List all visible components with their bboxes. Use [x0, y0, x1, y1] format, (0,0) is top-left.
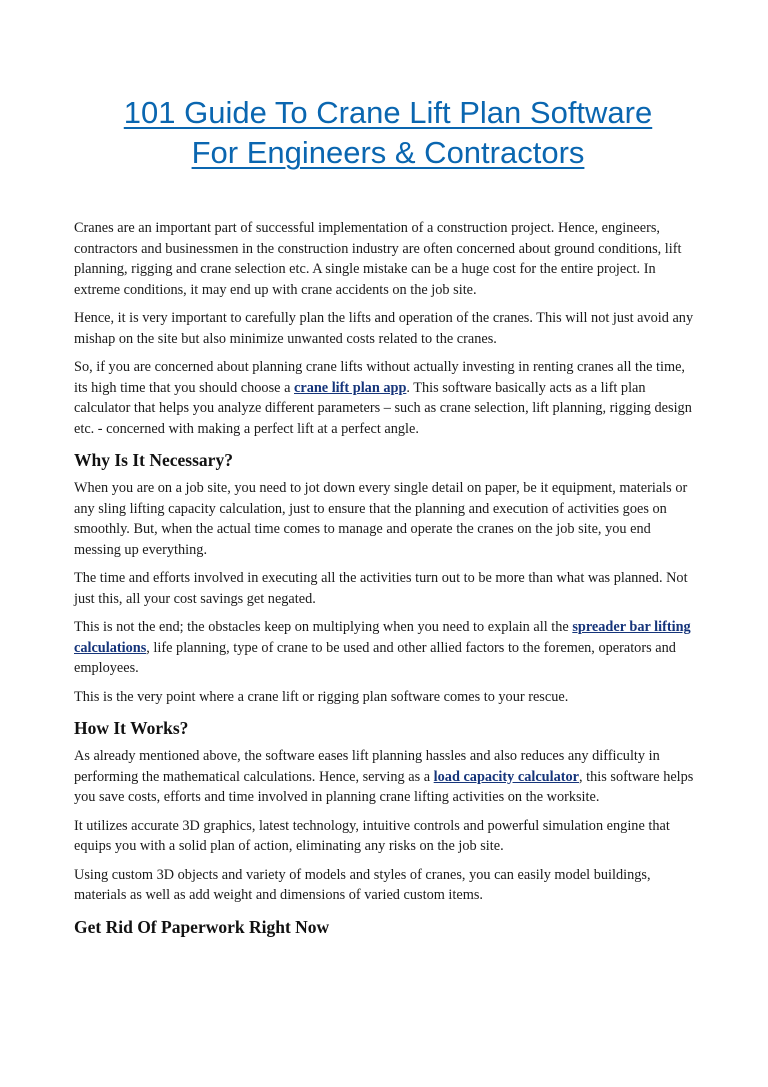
- intro-paragraph-1: Cranes are an important part of successful implementation of a construction project. Hence, engineers, contractors and businessmen in the construction industry are often concerned about ground conditions, lift planning, rigging and crane selection etc. A single mistake can be a huge cost for the entire project. In extreme conditions, it may end up with crane accidents on the job site.: [74, 220, 682, 298]
- intro-paragraph-3-text-a: So, if you are concerned about planning crane lifts without actually investing in renting cranes all the time, its high time that you should choose a: [74, 359, 686, 396]
- intro-paragraph-3-text-b: . This software basically acts as a lift plan calculator that helps you analyze different parameters – such as crane selection, lift planning, rigging design etc. - concerned with making a perfect lift at a perfect angle.: [74, 379, 692, 437]
- crane-lift-plan-app-link[interactable]: crane lift plan app: [294, 379, 407, 396]
- how-paragraph-1-text-a: As already mentioned above, the software eases lift planning hassles and also reduces any difficulty in performing the mathematical calculations. Hence, serving as a: [74, 748, 660, 785]
- why-paragraph-3-text-a: This is not the end; the obstacles keep on multiplying when you need to explain all the: [74, 619, 573, 635]
- how-paragraph-2: It utilizes accurate 3D graphics, latest technology, intuitive controls and powerful simulation engine that equips you with a solid plan of action, eliminating any risks on the job site.: [74, 817, 670, 854]
- intro-paragraph-2: Hence, it is very important to carefully plan the lifts and operation of the cranes. This will not just avoid any mishap on the site but also minimize unwanted costs related to the cranes.: [74, 310, 694, 347]
- how-paragraph-1: [74, 746, 698, 808]
- how-paragraph-1-text-b: , this software helps you save costs, efforts and time involved in planning crane lifting activities on the worksite.: [74, 768, 694, 805]
- why-paragraph-2: The time and efforts involved in executing all the activities turn out to be more than what was planned. Not just this, all your cost savings get negated.: [74, 570, 688, 607]
- page-title[interactable]: [100, 93, 676, 173]
- heading-paperwork: Get Rid Of Paperwork Right Now: [74, 916, 330, 937]
- how-paragraph-3: Using custom 3D objects and variety of models and styles of cranes, you can easily model buildings, materials as well as add weight and dimensions of varied custom items.: [74, 866, 651, 903]
- why-paragraph-4: This is the very point where a crane lift or rigging plan software comes to your rescue.: [74, 688, 569, 705]
- document-body: [74, 218, 698, 939]
- intro-paragraph-3: [74, 357, 698, 439]
- why-paragraph-3: [74, 617, 698, 679]
- load-capacity-calculator-link[interactable]: load capacity calculator: [433, 768, 580, 785]
- why-paragraph-1: When you are on a job site, you need to jot down every single detail on paper, be it equipment, materials or any sling lifting capacity calculation, just to ensure that the planning and execution of activities goes on smoothly. But, when the actual time comes to manage and operate the cranes on the job site, you end messing up everything.: [74, 480, 688, 558]
- heading-how: How It Works?: [74, 718, 189, 738]
- heading-why: Why Is It Necessary?: [74, 450, 233, 470]
- why-paragraph-3-text-b: , life planning, type of crane to be used and other allied factors to the foremen, operators and employees.: [74, 639, 676, 676]
- spreader-bar-calculations-link[interactable]: spreader bar lifting calculations: [74, 619, 691, 656]
- page-title-text[interactable]: 101 Guide To Crane Lift Plan Software For Engineers & Contractors: [123, 95, 653, 170]
